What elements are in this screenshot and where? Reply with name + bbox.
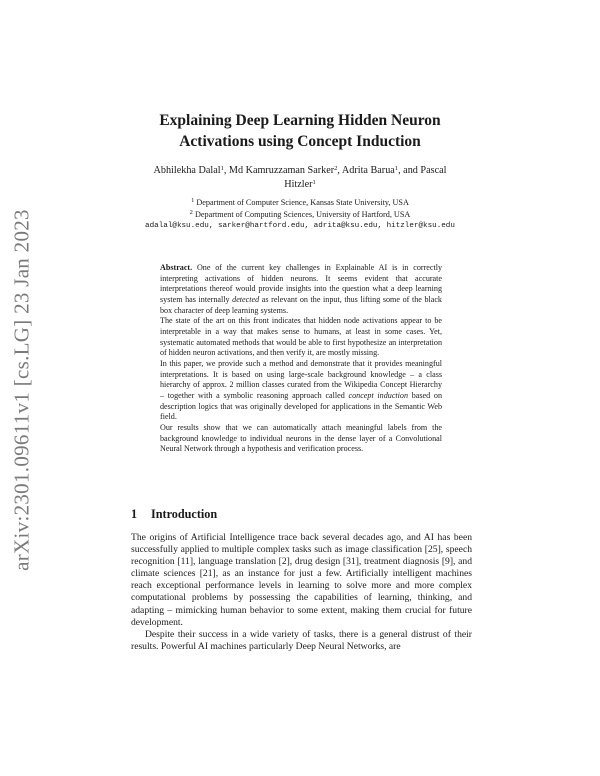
affiliation-mark: 2: [334, 165, 338, 172]
affiliation-mark: 2: [189, 208, 193, 216]
author-conjunction: , and Pascal: [398, 165, 447, 176]
section-number: 1: [131, 507, 138, 521]
title-line-2: Activations using Concept Induction: [179, 133, 421, 150]
author-emails: adalal@ksu.edu, sarker@hartford.edu, adrita@ksu.edu, hitzler@ksu.edu: [145, 222, 455, 230]
affiliation-mark: 1: [191, 197, 195, 204]
body-text: [131, 532, 472, 653]
abstract-paragraph: [160, 263, 442, 316]
abstract-paragraph: The state of the art on this front indicates that hidden node activations appear to be interpretable in a way that makes sense to humans, at least in some cases. Yet, systematic automated methods that would be able to first hypothesize an interpretation of hidden neuron activations, and then verify it, are mostly missing.: [160, 316, 442, 358]
author-name: Abhilekha Dalal: [153, 165, 221, 176]
affiliation-mark: 1: [312, 179, 316, 186]
arxiv-identifier-stamp: arXiv:2301.09611v1 [cs.LG] 23 Jan 2023: [9, 209, 34, 571]
affiliation-text: Department of Computing Sciences, University of Hartford, USA: [194, 209, 411, 219]
abstract-label: Abstract.: [160, 263, 193, 272]
paper-title: [130, 110, 470, 152]
abstract-text: In this paper, we provide such a method and demonstrate that it provides meaningful interpretations. It is based on using large-scale background knowledge – a class hierarchy of approx. 2 million classes curated from the Wikipedia Concept Hierarchy – together with a symbolic reasoning approach called: [160, 358, 442, 400]
abstract-text: based on description logics that was originally developed for applications in the Semantic Web field.: [160, 390, 443, 422]
abstract-paragraph: [160, 359, 442, 423]
body-paragraph: The origins of Artificial Intelligence trace back several decades ago, and AI has been successfully applied to multiple complex tasks such as image classification [25], speech recognition [11], language translation [2], drug design [31], treatment diagnosis [9], and climate sciences [21], as an instance for just a few. Artificially intelligent machines reach exceptional performance levels in learning to solve more and more complex computational problems by possessing the capabilities of learning, thinking, and adapting – mimicking human behavior to some extent, making them crucial for future development.: [131, 532, 472, 628]
section-heading: [131, 507, 471, 522]
author-name: Adrita Barua: [341, 165, 395, 176]
abstract: [160, 263, 442, 455]
section-title: Introduction: [151, 507, 218, 521]
abstract-text: as relevant on the input, thus lifting some of the black box character of deep learning systems.: [160, 294, 442, 315]
affiliation-mark: 1: [220, 165, 224, 172]
affiliation-text: Department of Computer Science, Kansas State University, USA: [196, 198, 409, 207]
affiliations: [130, 197, 470, 220]
author-list: Abhilekha Dalal$^1$, Md Kamruzzaman Sarker$^2$, Adrita Barua$^1$, and Pascal Hitzler$^1$: [153, 165, 447, 190]
affiliation-mark: 1: [394, 165, 399, 172]
author-name: Hitzler: [284, 179, 313, 190]
abstract-paragraph: Our results show that we can automatically attach meaningful labels from the background knowledge to individual neurons in the dense layer of a Convolutional Neural Network through a hypothesis and verification process.: [160, 422, 442, 454]
abstract-emphasis: detected: [232, 294, 260, 304]
affiliation-line: [130, 209, 470, 221]
title-line-1: Explaining Deep Learning Hidden Neuron: [159, 112, 441, 129]
author-name: Md Kamruzzaman Sarker: [228, 165, 335, 176]
abstract-emphasis: concept induction: [348, 390, 409, 400]
abstract-text: One of the current key challenges in Explainable AI is in correctly interpreting activations of hidden neurons. It seems evident that accurate interpretations thereof would provide insights into the question what a deep learning system has internally: [160, 263, 442, 304]
affiliation-line: [130, 197, 470, 209]
body-paragraph: Despite their success in a wide variety of tasks, there is a general distrust of their results. Powerful AI machines particularly Deep Neural Networks, are: [131, 628, 472, 652]
